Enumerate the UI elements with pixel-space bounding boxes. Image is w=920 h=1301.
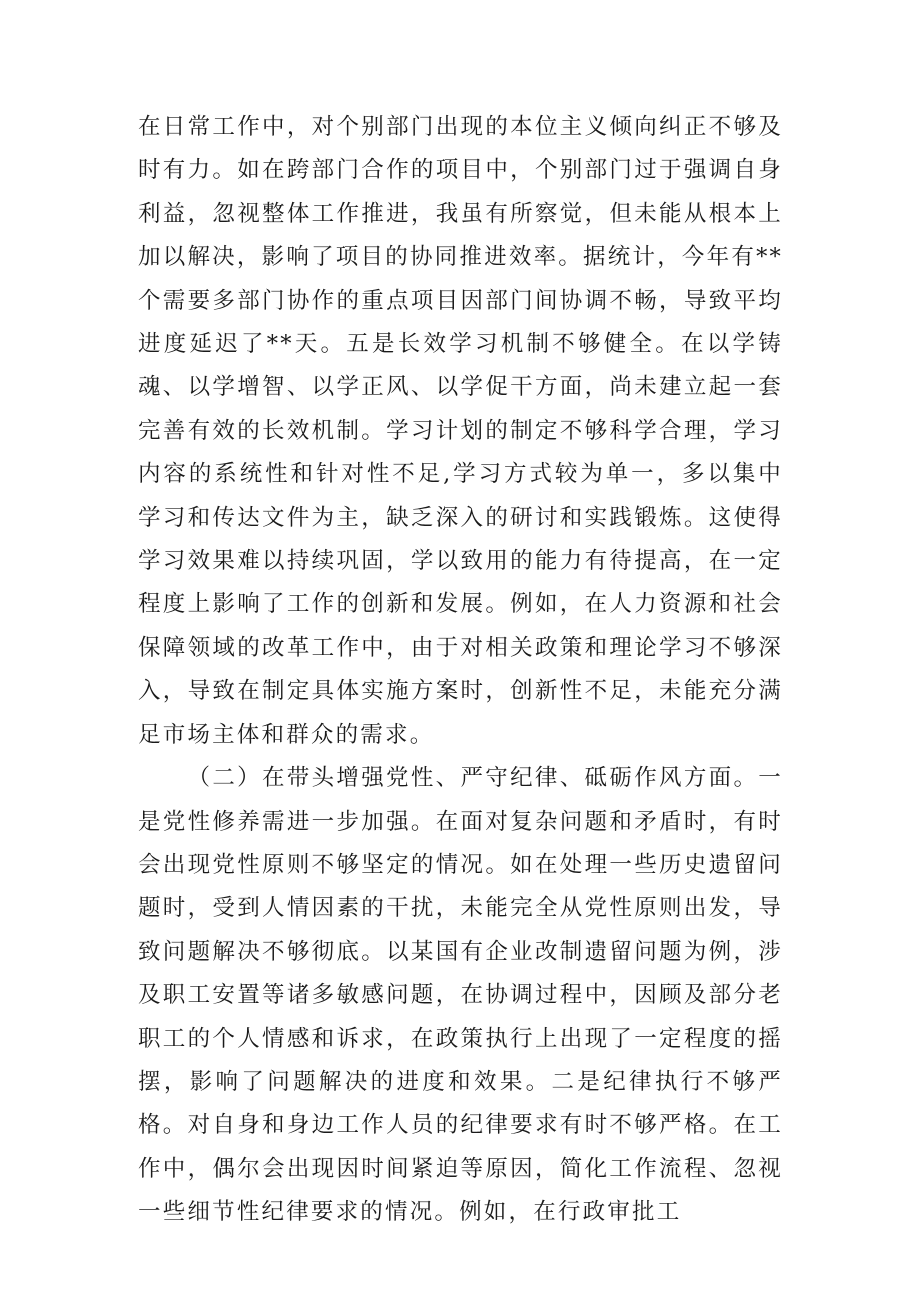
paragraph-section-two: （二）在带头增强党性、严守纪律、砥砺作风方面。一是党性修养需进一步加强。在面对复杂问题和矛盾时，有时会出现党性原则不够坚定的情况。如在处理一些历史遗留问题时，受到人情因素的干扰，未能完全从党性原则出发，导致问题解决不够彻底。以某国有企业改制遗留问题为例，涉及职工安置等诸多敏感问题，在协调过程中，因顾及部分老职工的个人情感和诉求，在政策执行上出现了一定程度的摇摆，影响了问题解决的进度和效果。二是纪律执行不够严格。对自身和身边工作人员的纪律要求有时不够严格。在工作中，偶尔会出现因时间紧迫等原因，简化工作流程、忽视一些细节性纪律要求的情况。例如，在行政审批工 (138, 765, 783, 1226)
paragraph-continuation: 在日常工作中，对个别部门出现的本位主义倾向纠正不够及时有力。如在跨部门合作的项目中，个别部门过于强调自身利益，忽视整体工作推进，我虽有所察觉，但未能从根本上加以解决，影响了项目的协同推进效率。据统计，今年有**个需要多部门协作的重点项目因部门间协调不畅，导致平均进度延迟了**天。五是长效学习机制不够健全。在以学铸魂、以学增智、以学正风、以学促干方面，尚未建立起一套完善有效的长效机制。学习计划的制定不够科学合理，学习内容的系统性和针对性不足,学习方式较为单一，多以集中学习和传达文件为主，缺乏深入的研讨和实践锻炼。这使得学习效果难以持续巩固，学以致用的能力有待提高，在一定程度上影响了工作的创新和发展。例如，在人力资源和社会保障领域的改革工作中，由于对相关政策和理论学习不够深入，导致在制定具体实施方案时，创新性不足，未能充分满足市场主体和群众的需求。 (138, 114, 783, 748)
document-body (138, 106, 783, 1235)
